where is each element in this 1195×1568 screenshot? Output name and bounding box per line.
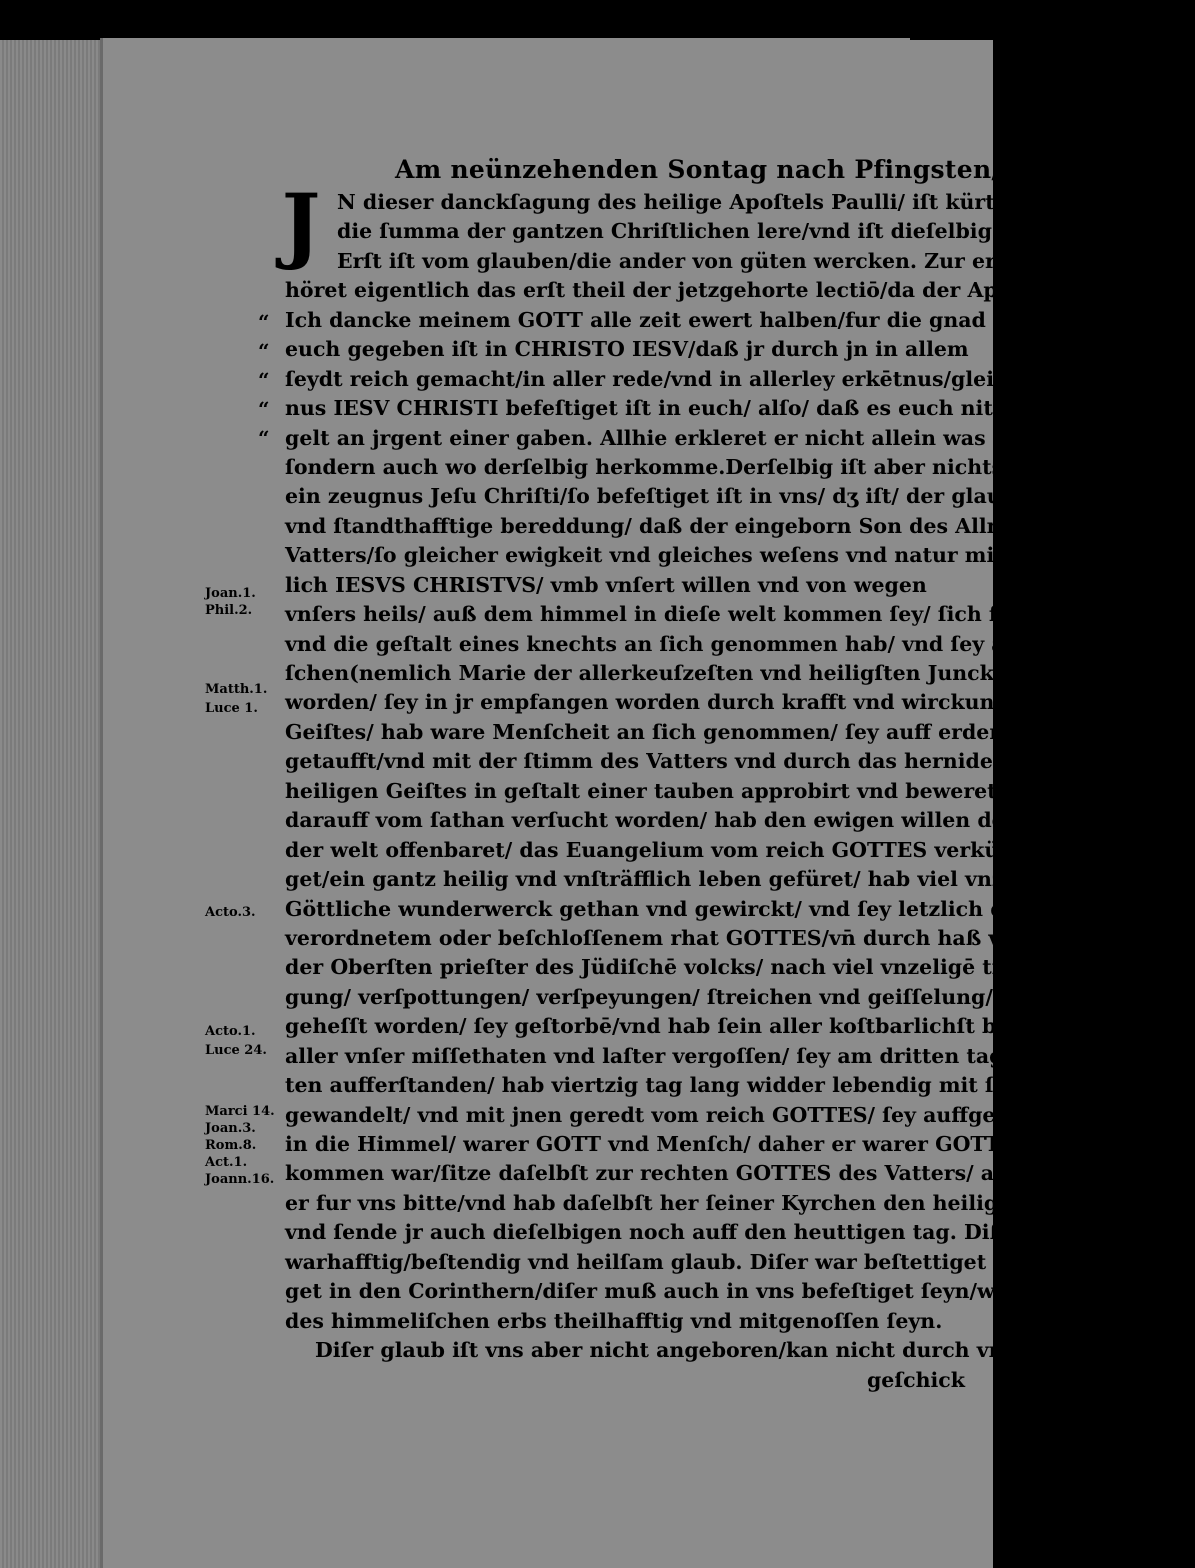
margin-note: Rom.8. [205,1138,257,1153]
text-line: vnſers heils/ auß dem himmel in dieſe welt kommen ſey/ ſich ſelbs enteuſſert/ [285,602,1176,627]
quote-mark: “ [258,426,270,450]
running-head: Am neünzehenden Sontag nach Pfingsten/ [395,155,1001,184]
text-line: nus IESV CHRISTI befeſtiget iſt in euch/ alſo/ daß es euch nit man [285,396,1050,421]
margin-note: Marci 14. [205,1104,275,1119]
book-page-edges [0,40,105,1568]
margin-note: Acto.1. [205,1024,256,1039]
text-line: ein zeugnus Jeſu Chriſti/ſo befeſtiget iſt in vns/ dʒ iſt/ der glaub iſt ein gewiſſe [285,484,1183,509]
margin-note: Acto.3. [205,905,256,920]
text-line: ſchen(nemlich Marie der allerkeuſzeſten vnd heiligſten Junckfrawen) Son [285,661,1133,685]
text-line: warhafftig/beſtendig vnd heilſam glaub. Diſer war beſtettiget vnd befeſti [285,1249,1117,1274]
quote-mark: “ [258,368,270,392]
text-line: er fur vns bitte/vnd hab daſelbſt her ſeiner Kyrchen den heiligē Geiſt geſandt/ [285,1190,1178,1215]
margin-note: Luce 1. [205,701,258,716]
text-line: höret eigentlich das erſt theil der jetzgehorte lectiō/da der Apoſtel alſo ſpricht: [285,278,1195,303]
margin-note: Joan.3. [205,1121,256,1136]
margin-note: Matth.1. [205,682,268,697]
text-line: Ich dancke meinem GOTT alle zeit ewert halben/fur die gnad Gottes/die [285,307,1111,332]
text-line: geheſſt worden/ ſey geſtorbē/vnd hab ſein aller koſtbarlichſt blüt zu vergebūg [285,1014,1176,1039]
text-line: der welt offenbaret/ das Euangelium vom reich GOTTES verkündi [285,837,1037,862]
text-line: verordnetem oder beſchloſſenem rhat GOTTES/vn̄ durch haß vnd neid [285,925,1087,950]
text-line: worden/ ſey in jr empfangen worden durch krafft vnd wirckung des heiligen [285,690,1156,715]
catchword: geſchick [866,1367,965,1392]
text-line: die ſumma der gantzen Chriſtlichen lere/vnd iſt dieſelbig zweifältig/ die [337,219,1161,244]
text-line: vnd ſende jr auch dieſelbigen noch auff den heuttigen tag. Diß iſt der recht/ [285,1220,1160,1245]
text-line: gewandelt/ vnd mit jnen geredt vom reich GOTTES/ ſey auffgeſtigen [285,1102,1064,1127]
margin-note: Joann.16. [205,1172,275,1187]
margin-note: Phil.2. [205,603,253,618]
binding-shadow [910,0,1000,40]
text-line: Erſt iſt vom glauben/die ander von güten wercken. Zur erſten lere ge [337,248,1129,273]
quote-mark: “ [258,339,270,363]
text-line: vnd ſtandthafftige bereddung/ daß der eingeborn Son des Allmechtigen [285,513,1109,538]
text-line: des himmeliſchen erbs theilhafftig vnd mitgenoſſen ſeyn. [285,1308,943,1333]
text-line: getaufft/vnd mit der ſtimm des Vatters vnd durch das herniderſteigen des [285,749,1132,774]
main-text-block [285,188,1195,1395]
drop-cap-initial: J [281,177,321,273]
text-line: Diſer glaub iſt vns aber nicht angeboren/kan nicht durch vnſern fleiß vnd [315,1338,1158,1363]
text-line: get in den Corinthern/diſer muß auch in vns befeſtiget ſeyn/wollē wir anderſt [285,1279,1173,1304]
margin-note: Luce 24. [205,1043,267,1058]
text-line: in die Himmel/ warer GOTT vnd Menſch/ daher er warer GOTT [285,1132,1001,1156]
text-line: gelt an jrgent einer gaben. Allhie erkleret er nicht allein was der glaub ſey/ [285,425,1152,450]
quote-mark: “ [258,397,270,421]
text-line: darauff vom ſathan verſucht worden/ hab den ewigen willen des Vatters [285,808,1106,833]
text-line: ſondern auch wo derſelbig herkomme.Derſelbig iſt aber nichts anders/dann [285,454,1154,479]
text-line: N dieser danckſagung des heilige Apoſtels Paulli/ iſt kürtzlich begriffen [337,190,1162,214]
text-line: ten aufferſtanden/ hab viertzig tag lang widder lebendig mit ſeinen jüngern [285,1073,1155,1098]
text-line: kommen war/ſitze daſelbſt zur rechten GOTTES des Vatters/ auff daß [285,1161,1077,1186]
text-line: lich IESVS CHRISTVS/ vmb vnſert willen vnd von wegen [285,572,927,597]
margin-note: Joan.1. [205,586,256,601]
text-line: get/ein gantz heilig vnd vnſträfflich leben gefüret/ hab viel vnzelige vnd gantz [285,867,1179,892]
text-line: heiligen Geiſtes in geſtalt einer tauben approbirt vnd beweret/ auch bald [285,778,1124,803]
text-line: der Oberſten prieſter des Jüdiſchē volcks/ nach viel vnzeligē trübſaln/ängſti [285,955,1153,980]
text-line: Vatters/ſo gleicher ewigkeit vnd gleiches weſens vnd natur mit jm iſt/nem [285,543,1131,568]
text-line: euch gegeben iſt in CHRISTO IESV/daß jr durch jn in allem [285,337,969,362]
margin-note: Act.1. [205,1155,248,1170]
quote-mark: “ [258,310,270,334]
text-line: aller vnſer miſſethaten vnd laſter vergoſſen/ ſey am dritten tag von den tod [285,1043,1146,1068]
text-line: Göttliche wunderwerck gethan vnd gewirckt/ vnd ſey letzlich durch zuvor [285,896,1128,921]
text-line: ſeydt reich gemacht/in aller rede/vnd in allerley erkētnus/gleich wie das zeug [285,366,1175,391]
text-line: gung/ verſpottungen/ verſpeyungen/ ſtreichen vnd geiſſelung/an das Creutz [285,984,1151,1009]
text-line: vnd die geſtalt eines knechts an ſich genommen hab/ vnd ſey auch eines men [285,631,1172,656]
text-line: Geiſtes/ hab ware Menſcheit an ſich genommen/ ſey auff erden im Jordan [285,719,1125,744]
